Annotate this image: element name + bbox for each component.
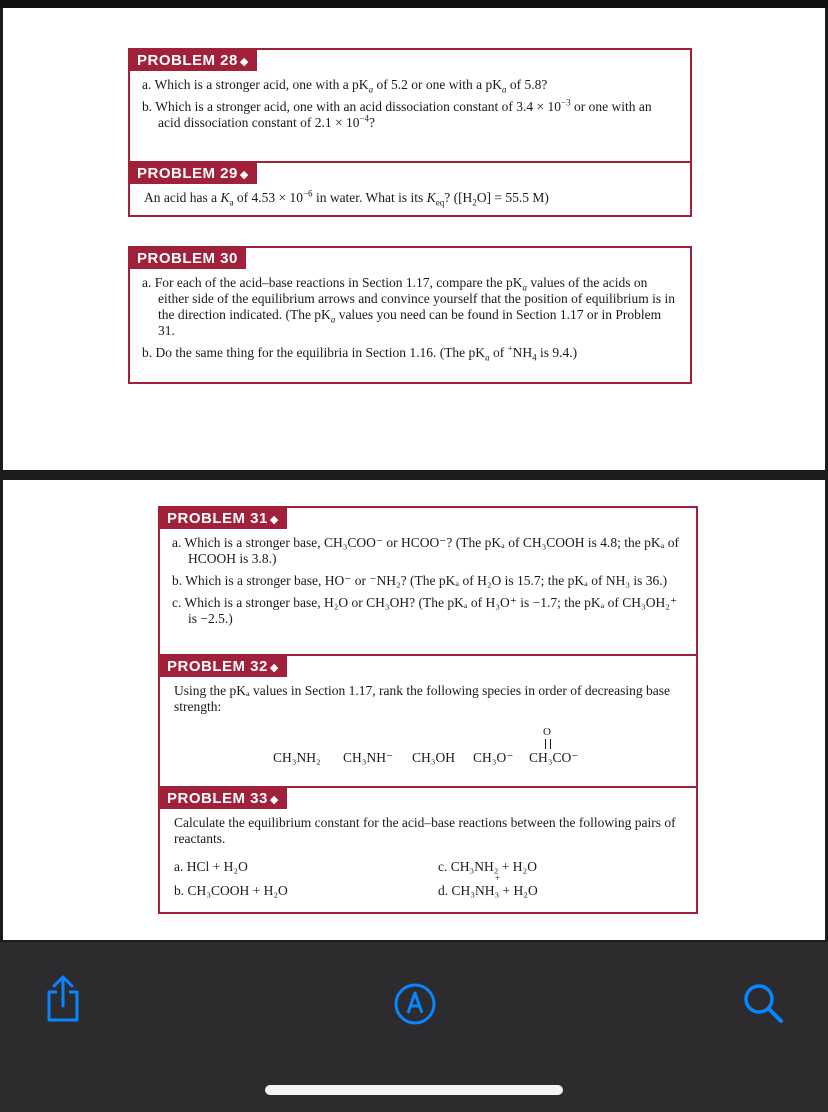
- problem-31-box: [158, 506, 698, 660]
- pair-b: b. CH₃COOH + H₂O: [174, 883, 288, 898]
- problem-31b: b. Which is a stronger base, HO⁻ or ⁻NH₂? (The pKₐ of H₂O is 15.7; the pKₐ of NH₃ is 36.): [172, 573, 668, 588]
- carbonyl-oxygen: O: [543, 726, 551, 738]
- problem-33-box: [158, 786, 698, 914]
- problem-28a: a. Which is a stronger acid, one with a $pK_a$ of 5.2 or one with a $pK_a$ of 5.8?: [142, 77, 548, 95]
- problem-31c: c. Which is a stronger base, H₂O or CH₃OH? (The pKₐ of H₃O⁺ is −1.7; the pKₐ of CH₃OH₂⁺ is −2.5.): [172, 595, 678, 626]
- search-icon[interactable]: [742, 982, 784, 1024]
- species-acetate: CH₃CO⁻: [529, 750, 579, 765]
- document-page-2: [3, 480, 825, 940]
- species-methanol: CH₃OH: [412, 750, 455, 765]
- problem-28-title: PROBLEM 28 ◆: [130, 50, 257, 71]
- problem-29-text: An acid has a $K_a$ of $4.53 \times 10^{-6}$ in water. What is its $K_{eq}$? ($[H_2O] = 55.5$ M): [144, 188, 549, 208]
- species-methoxide: CH₃O⁻: [473, 750, 514, 765]
- problem-29-box: [128, 161, 692, 217]
- pair-a: a. HCl + H₂O: [174, 859, 248, 874]
- problem-30a: a. For each of the acid–base reactions in Section 1.17, compare the $pK_a$ values of the acids on either side of the equilibrium arrows and convince yourself that the position of equilibrium is in the direction indicated. (The $pK_a$ values you need can be found in Section 1.17 or in Problem 31.: [142, 275, 676, 338]
- window-top-edge: [0, 0, 828, 8]
- document-page-1: [3, 8, 825, 470]
- page-gap: [0, 470, 828, 480]
- problem-31a: a. Which is a stronger base, CH₃COO⁻ or HCOO⁻? (The pKₐ of CH₃COOH is 4.8; the pKₐ of HCOOH is 3.8.): [172, 535, 679, 566]
- problem-29-title: PROBLEM 29 ◆: [130, 163, 257, 184]
- problem-30-title: PROBLEM 30: [130, 248, 246, 269]
- problem-28-box: [128, 48, 692, 167]
- pair-c: c. CH₃NH₂ + H₂O: [438, 859, 537, 874]
- problem-31-title: PROBLEM 31 ◆: [160, 508, 287, 529]
- problem-33-title: PROBLEM 33 ◆: [160, 788, 287, 809]
- species-methylamine: CH₃NH₂: [273, 750, 321, 765]
- pair-d-plus: +: [495, 873, 501, 883]
- markup-icon[interactable]: [393, 982, 437, 1026]
- pair-d: d. CH₃NH₃ + H₂O: [438, 883, 538, 898]
- carbonyl-double-bond: [545, 739, 551, 749]
- problem-32-text: Using the pKₐ values in Section 1.17, rank the following species in order of decreasing base strength:: [174, 683, 670, 714]
- species-methylamide: CH₃NH⁻: [343, 750, 394, 765]
- share-icon[interactable]: [44, 974, 82, 1024]
- problem-32-box: [158, 654, 698, 790]
- problem-30-box: [128, 246, 692, 384]
- problem-30b: b. Do the same thing for the equilibria in Section 1.16. (The $pK_a$ of $^+NH_4$ is 9.4.): [142, 343, 578, 363]
- home-indicator[interactable]: [265, 1085, 563, 1095]
- problem-32-title: PROBLEM 32 ◆: [160, 656, 287, 677]
- problem-33-text: Calculate the equilibrium constant for the acid–base reactions between the following pairs of reactants.: [174, 815, 676, 846]
- problem-33-pairs: [174, 855, 682, 907]
- problem-28b: b. Which is a stronger acid, one with an acid dissociation constant of $3.4 \times 10^{-3}$ or one with an acid dissociation constant of $2.1 \times 10^{-4}$?: [142, 97, 652, 130]
